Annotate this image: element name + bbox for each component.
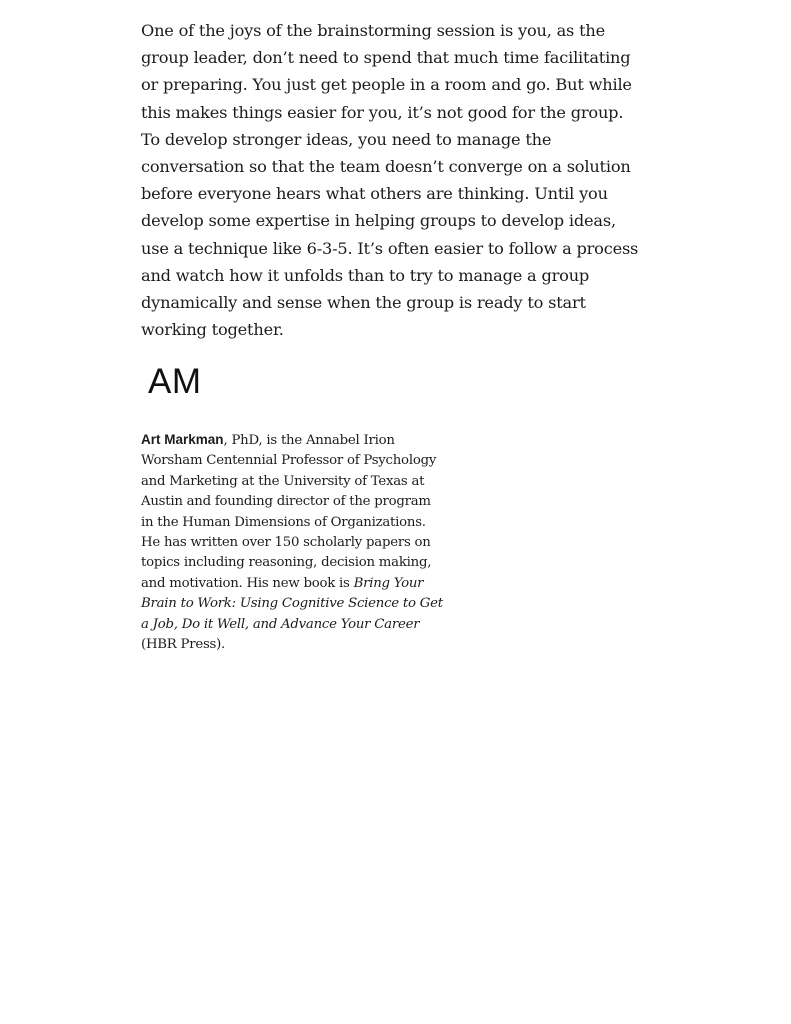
author-name: Art Markman [141, 432, 224, 447]
author-bio-outro: (HBR Press). [141, 637, 226, 653]
author-bio [141, 430, 446, 655]
author-bio-intro: , PhD, is the Annabel Irion Worsham Centennial Professor of Psychology and Marketing at the University of Texas at Austin and founding director of the program in the Human Dimensions of Organizations. He has written over 150 scholarly papers on topics including reasoning, decision making, and motivation. His new book is [141, 433, 437, 591]
article-paragraph: One of the joys of the brainstorming session is you, as the group leader, don’t need to spend that much time facilitating or preparing. You just get people in a room and go. But while this makes things easier for you, it’s not good for the group. To develop stronger ideas, you need to manage the conversation so that the team doesn’t converge on a solution before everyone hears what others are thinking. Until you develop some expertise in helping groups to develop ideas, use a technique like 6-3-5. It’s often easier to follow a process and watch how it unfolds than to try to manage a group dynamically and sense when the group is ready to start working together. [141, 21, 639, 340]
book-title: Bring Your Brain to Work: Using Cognitive Science to Get a Job, Do it Well, and Advance Your Career [141, 575, 443, 632]
author-initials-avatar: AM [148, 362, 202, 401]
